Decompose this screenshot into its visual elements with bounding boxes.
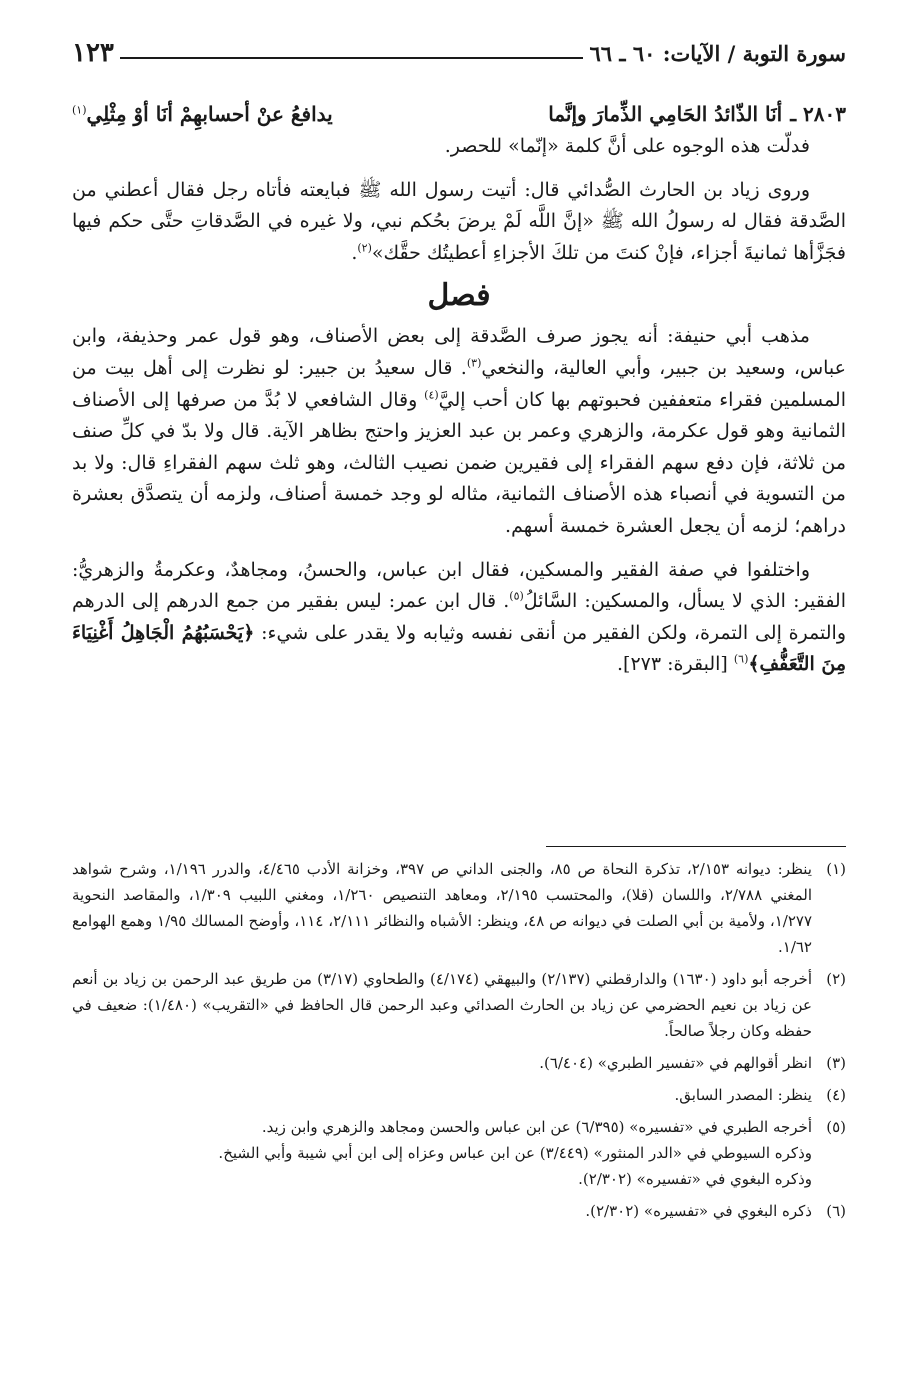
main-text [72, 98, 846, 681]
footnote-text: وذكره البغوي في «تفسيره» (٢/٣٠٢). [578, 1170, 812, 1188]
footnote-number: (٦) [826, 1202, 846, 1220]
footnote-ref-1: (١) [72, 103, 87, 117]
footnote-3 [72, 1050, 846, 1076]
paragraph-poor-text-1: واختلفوا في صفة الفقير والمسكين، فقال ابن عباس، والحسنُ، ومجاهدٌ، وعكرمةُ والزهريُّ: الفقير: الذي لا يسأل، والمسكين: السَّائلُ [72, 558, 846, 613]
footnote-text: ذكره البغوي في «تفسيره» (٢/٣٠٢). [585, 1202, 812, 1220]
poetry-verse [72, 98, 846, 131]
header-rule [120, 57, 584, 59]
paragraph-madhhab-text-2: . قال سعيدُ بن جبير: لو نظرت إلى أهل بيت من المسلمين فقراء متعففين فحبوتهم بها كان أحب إليَّ [72, 356, 846, 411]
footnote-2 [72, 966, 846, 1044]
footnote-1 [72, 856, 846, 960]
paragraph-hadith-end: . [351, 241, 358, 264]
page-number: ١٢٣ [72, 38, 114, 68]
footnote-text: وذكره السيوطي في «الدر المنثور» (٣/٤٤٩) عن ابن عباس وعزاه إلى ابن أبي شيبة وأبي الشيخ. [218, 1144, 812, 1162]
footnote-text: انظر أقوالهم في «تفسير الطبري» (٦/٤٠٤). [539, 1054, 812, 1072]
footnote-ref-6: (٦) [733, 652, 749, 666]
footnote-text: ينظر: ديوانه ٢/١٥٣، تذكرة النحاة ص ٨٥، والجنى الداني ص ٣٩٧، وخزانة الأدب ٤/٤٦٥، والدرر ١/١٩٦، وشرح شواهد المغني ٢/٧٨٨، واللسان (قلا)، والمحتسب ٢/١٩٥، ومعاهد التنصيص ١/٢٦٠، ومغني اللبيب ١/٣٠٩، والمقاصد النحوية ١/٢٧٧، ولأمية بن أبي الصلت في ديوانه ص ٤٨، وينظر: الأشباه والنظائر ٢/١١١، ١١٤، وأوضح المسالك ١/٩٥ وهمع الهوامع ١/٦٢. [72, 860, 813, 956]
paragraph-poor-definition [72, 555, 846, 681]
footnote-text: أخرجه أبو داود (١٦٣٠) والدارقطني (٢/١٣٧) والبيهقي (٤/١٧٤) والطحاوي (٣/١٧) من طريق عبد الرحمن بن زياد بن أنعم عن زياد بن نعيم الحضرمي عن زياد بن الحارث الصدائي وعبد الرحمن قال الحافظ في «التقريب» (١/٤٨٠): ضعيف في حفظه وكان رجلاً صالحاً. [72, 970, 813, 1040]
paragraph-hadith-text: وروى زياد بن الحارث الصُّدائي قال: أتيت رسول الله ﷺ فبايعته فأتاه رجل فقال أعطني من الصَّدقة فقال له رسولُ الله ﷺ «إنَّ اللَّه لَمْ يرضَ بحُكم نبي، ولا غيره في الصَّدقاتِ حتَّى حكم فيها فجَزَّأها ثمانيةَ أجزاء، فإنْ كنتَ من تلكَ الأجزاءِ أعطيتُك حقَّك» [72, 178, 846, 264]
footnote-ref-3: (٣) [466, 356, 482, 370]
footnote-ref-2: (٢) [357, 241, 372, 255]
verse-number: ٢٨٠٣ ـ [790, 102, 846, 126]
footnote-4 [72, 1082, 846, 1108]
surah-title: سورة التوبة / الآيات: ٦٠ ـ ٦٦ [589, 41, 846, 66]
verse-hemistich-second-text: يدافعُ عنْ أحسابهِمْ أنَا أوْ مِثْلِي [86, 102, 333, 126]
paragraph-hadith [72, 175, 846, 270]
footnote-ref-5: (٥) [509, 589, 524, 603]
quran-quote: ﴿يَحْسَبُهُمُ الْجَاهِلُ أَغْنِيَاءَ مِنَ التَّعَفُّفِ﴾ [72, 621, 846, 676]
paragraph-madhhab [72, 321, 846, 542]
paragraph-madhhab-text-3: وقال الشافعي لا بُدَّ من صرفها إلى الأصناف الثمانية وهو قول عكرمة، والزهري وعمر بن عبد العزيز واحتج بظاهر الآية. قال ولا بدّ في كلِّ صنف من ثلاثة، فإن دفع سهم الفقراء إلى فقيرين ضمن نصيب الثالث، وهو ثلث سهم الفقراءِ قال: ولا بد من التسوية في أنصباء هذه الأصناف الثمانية، مثاله لو وجد خمسة أصناف، ولزمه أن يتصدَّق بعشرة دراهم؛ لزمه أن يجعل العشرة خمسة أسهم. [72, 388, 846, 537]
footnote-text: أخرجه الطبري في «تفسيره» (٦/٣٩٥) عن ابن عباس والحسن ومجاهد والزهري وابن زيد. [261, 1118, 812, 1136]
footnote-6 [72, 1198, 846, 1224]
footnote-text: ينظر: المصدر السابق. [674, 1086, 812, 1104]
footnote-ref-4: (٤) [424, 388, 439, 402]
footnote-number: (٤) [826, 1086, 846, 1104]
section-heading: فصل [427, 278, 491, 314]
paragraph-conclusion: فدلّت هذه الوجوه على أنَّ كلمة «إنّما» للحصر. [444, 135, 810, 157]
verse-hemistich-second [72, 98, 333, 131]
footnote-number: (٢) [826, 970, 846, 988]
paragraph-madhhab-text-1: مذهب أبي حنيفة: أنه يجوز صرف الصَّدقة إلى بعض الأصناف، وهو قول عمر وحذيفة، وابن عباس، وسعيد بن جبير، وأبي العالية، والنخعي [72, 325, 847, 379]
paragraph-poor-text-2: . قال ابن عمر: ليس بفقير من جمع الدرهم إلى الدرهم والتمرة إلى التمرة، ولكن الفقير من أنقى نفسه وثيابه ولا يقدر على شيء: [72, 590, 847, 644]
page-header [72, 34, 846, 68]
paragraph-poor-text-3: [البقرة: ٢٧٣]. [617, 653, 734, 676]
verse-hemistich-first: أنَا الذّائدُ الحَامِي الذِّمارَ وإنَّما [548, 102, 783, 126]
footnote-number: (١) [826, 860, 846, 878]
footnote-number: (٥) [826, 1118, 846, 1136]
footnote-5 [72, 1114, 846, 1192]
footnotes [72, 856, 846, 1230]
footnote-separator [546, 846, 846, 847]
footnote-number: (٣) [826, 1054, 846, 1072]
